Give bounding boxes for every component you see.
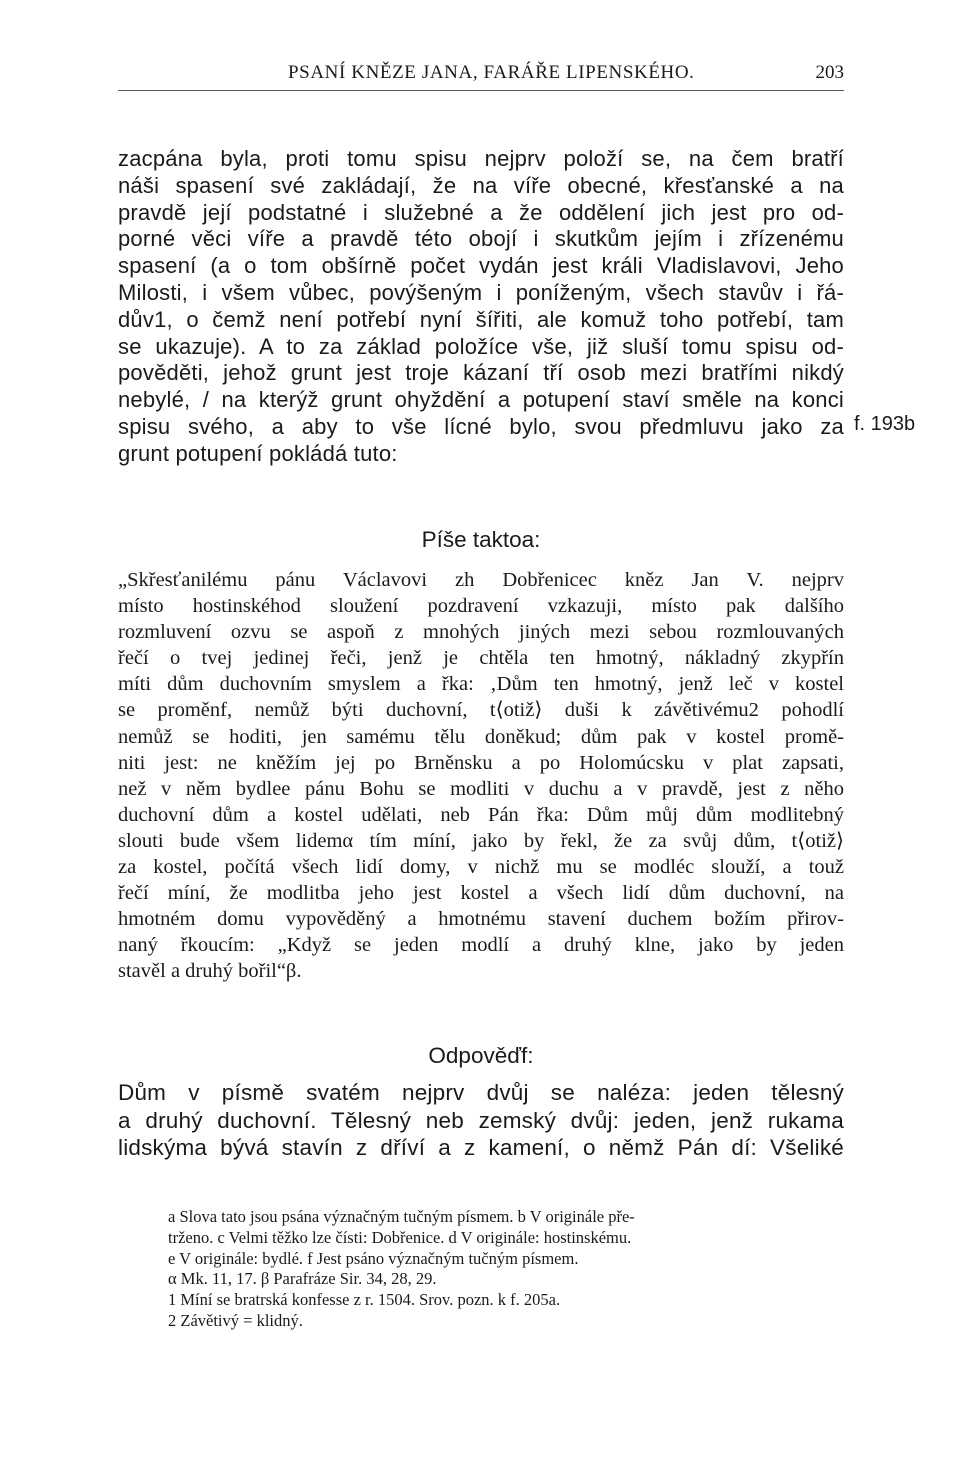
- footnote-line: 1 Míní se bratrská konfesse z r. 1504. Srov. pozn. k f. 205a.: [168, 1290, 561, 1310]
- text-line: porné věci víře a pravdě této obojí i skutkům jejím i zřízenému: [118, 226, 844, 252]
- text-line: pověděti, jehož grunt jest troje kázaní tří osob mezi bratřími nikdý: [118, 360, 844, 386]
- footnote-line: trženo. c Velmi těžko lze čísti: Dobřenice. d V originále: hostinskému.: [168, 1227, 632, 1247]
- text-line: lidskýma bývá stavín z dříví a z kamení, o němž Pán dí: Všeliké: [118, 1135, 844, 1160]
- text-line: Milosti, i všem vůbec, povýšeným i poníženým, všech stavův i řá-: [118, 279, 844, 305]
- footnote-line: e V originále: bydlé. f Jest psáno význačným tučným písmem.: [168, 1248, 579, 1268]
- text-line: Dům v písmě svatém nejprv dvůj se naléza: jeden tělesný: [118, 1080, 844, 1105]
- section-heading-2: Odpověďf:: [428, 1043, 534, 1068]
- footnote-line: α Mk. 11, 17. β Parafráze Sir. 34, 28, 29.: [168, 1269, 437, 1289]
- page-number: 203: [815, 62, 844, 83]
- text-line: hmotném domu vypověděný a hmotnému stavení duchem božím přirov-: [118, 908, 844, 931]
- running-head: PSANÍ KNĚZE JANA, FARÁŘE LIPENSKÉHO.: [288, 62, 695, 83]
- text-line: nemůž se hoditi, jen samému tělu doněkud; dům pak v kostel promě-: [118, 725, 844, 748]
- text-line: místo hostinskéhod sloužení pozdravení vzkazuji, místo pak dalšího: [118, 595, 844, 618]
- text-line: grunt potupení pokládá tuto:: [118, 440, 398, 466]
- main-text: [118, 146, 844, 468]
- text-line: rozmluvení ozvu se aspoň z mnohých jiných mezi sebou rozmlouvaných: [118, 621, 844, 644]
- text-line: řečí míní, že modlitba jeho jest kostel a všech lidí dům duchovní, na: [118, 882, 844, 905]
- text-line: naný řkoucím: „Když se jeden modlí a druhý klne, jako by jeden: [118, 934, 844, 957]
- text-line: se ukazuje). A to za základ položíce vše, již sluší tomu spisu od-: [118, 333, 844, 359]
- text-line: než v něm bydlee pánu Bohu se modliti v duchu a v pravdě, jest z něho: [118, 777, 844, 800]
- section-heading-1: Píše taktoa:: [421, 527, 541, 552]
- footnote-line: 2 Závětivý = klidný.: [168, 1310, 303, 1330]
- text-line: duchovní dům a kostel udělati, neb Pán řka: Dům můj dům modlitebný: [118, 803, 844, 826]
- page-header: [118, 60, 844, 91]
- text-line: řečí o tvej jedinej řeči, jenž je chtěla ten hmotný, nákladný zkypřín: [118, 647, 844, 670]
- text-line: za kostel, počítá všech lidí domy, v nichž mu se modléc slouží, a touž: [118, 856, 844, 879]
- reply-text: [118, 1079, 844, 1162]
- text-line: a druhý duchovní. Tělesný neb zemský dvůj: jeden, jenž rukama: [118, 1107, 844, 1133]
- text-line: se proměnf, nemůž býti duchovní, t⟨otiž⟩ duši k závětivému2 pohodlí: [118, 699, 844, 722]
- quote-text: [118, 567, 844, 985]
- text-line: míti dům duchovním smyslem a řka: ‚Dům ten hmotný, jenž leč v kostel: [118, 673, 844, 696]
- text-line: nebylé, / na kterýž grunt ohyždění a potupení staví směle na konci: [118, 387, 844, 413]
- text-line: dův1, o čemž není potřebí nyní šířiti, ale komuž toho potřebí, tam: [118, 306, 844, 332]
- text-line: „Skřesťanilému pánu Václavovi zh Dobřenicec kněz Jan V. nejprv: [118, 569, 844, 591]
- footnote-line: a Slova tato jsou psána význačným tučným písmem. b V originále pře-: [168, 1207, 635, 1226]
- text-line: pravdě její podstatné i služebné a že oddělení jich jest pro od-: [118, 199, 844, 225]
- footnotes: [168, 1207, 848, 1332]
- text-line: slouti bude všem lidemα tím míní, jako by řekl, že za svůj dům, t⟨otiž⟩: [118, 829, 844, 852]
- text-line: spisu svého, a aby to vše lícné bylo, svou předmluvu jako za: [118, 413, 844, 439]
- text-line: zacpána byla, proti tomu spisu nejprv položí se, na čem bratří: [118, 146, 844, 171]
- text-line: spasení (a o tom obšírně počet vydán jest králi Vladislavovi, Jeho: [118, 253, 844, 279]
- text-line: stavěl a druhý bořil“β.: [118, 960, 302, 983]
- folio-margin-note: f. 193b: [854, 413, 916, 435]
- text-line: náši spasení své zakládají, že na víře obecné, křesťanské a na: [118, 172, 844, 198]
- text-line: niti jest: ne kněžím jej po Brněnsku a po Holomúcsku v plat zapsati,: [118, 751, 844, 774]
